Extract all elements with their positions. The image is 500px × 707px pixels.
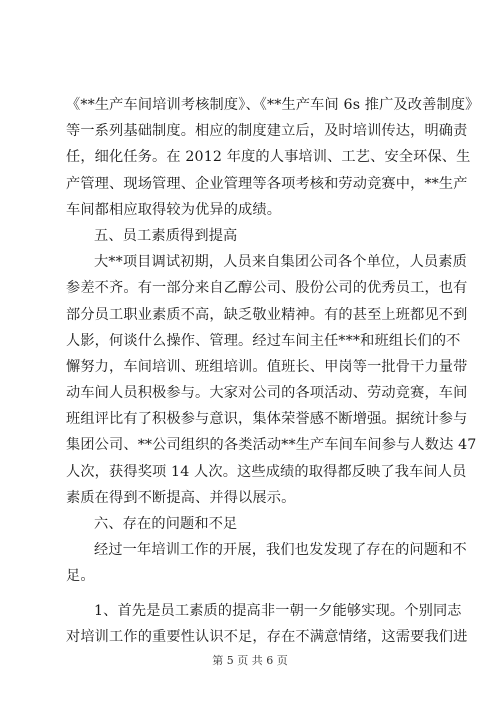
text-line: 人影，何谈什么操作、管理。经过车间主任***和班组长们的不	[66, 332, 461, 349]
text-line: 产管理、现场管理、企业管理等各项考核和劳动竞赛中，**生产	[66, 175, 468, 192]
paragraph	[66, 249, 477, 511]
section-heading: 六、存在的问题和不足	[94, 516, 238, 532]
text-line: 懈努力，车间培训、班组培训。值班长、甲岗等一批骨干力量带	[66, 358, 468, 375]
text-line: 动车间人员积极参与。大家对公司的各项活动、劳动竞赛，车间	[66, 385, 468, 402]
text-line: 《**生产车间培训考核制度》、《**生产车间 6s 推广及改善制度》	[66, 97, 480, 113]
page-footer: 第 5 页 共 6 页	[212, 654, 288, 667]
text-line: 1、首先是员工素质的提高非一朝一夕能够实现。个别同志	[94, 602, 462, 619]
text-line: 参差不齐。有一部分来自乙醇公司、股份公司的优秀员工，也有	[66, 280, 468, 297]
text-line: 部分员工职业素质不高，缺乏敬业精神。有的甚至上班都见不到	[66, 306, 468, 323]
section-heading: 五、员工素质得到提高	[94, 227, 238, 244]
text-line: 经过一年培训工作的开展，我们也发发现了存在的问题和不	[94, 542, 467, 559]
text-line: 足。	[66, 568, 95, 585]
text-line: 任，细化任务。在 2012 年度的人事培训、工艺、安全环保、生	[66, 149, 471, 166]
text-line: 人次，获得奖项 14 人次。这些成绩的取得都反映了我车间人员	[66, 463, 467, 480]
text-line: 素质在得到不断提高、并得以展示。	[66, 489, 296, 506]
text-line: 车间都相应取得较为优异的成绩。	[66, 201, 282, 218]
text-line: 班组评比有了积极参与意识，集体荣誉感不断增强。据统计参与	[66, 411, 468, 428]
paragraph	[66, 92, 480, 223]
text-line: 大**项目调试初期，人员来自集团公司各个单位，人员素质	[94, 254, 467, 271]
text-line: 等一系列基础制度。相应的制度建立后，及时培训传达，明确责	[66, 123, 468, 140]
text-line: 集团公司、**公司组织的各类活动**生产车间车间参与人数达 47	[66, 437, 477, 454]
text-line: 对培训工作的重要性认识不足，存在不满意情绪，这需要我们进	[66, 628, 468, 645]
document-body	[66, 92, 480, 650]
paragraph	[66, 598, 468, 650]
paragraph	[66, 537, 467, 589]
